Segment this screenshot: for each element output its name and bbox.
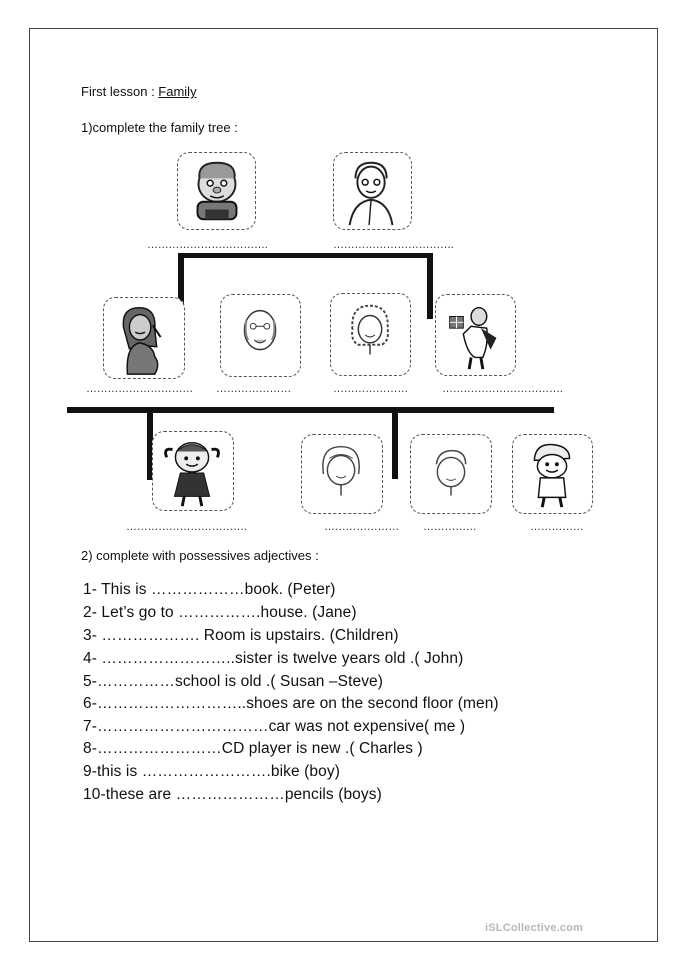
- exercise-line: 10-these are …………………pencils (boys): [83, 786, 382, 803]
- exercise-line: 7-……………………………car was not expensive( me ): [83, 718, 466, 735]
- exercise-line: 8-……………………CD player is new .( Charles ): [83, 740, 423, 757]
- curly-hair-woman-icon: [330, 293, 411, 376]
- exercise-line: 1- This is ………………book. (Peter): [83, 581, 336, 598]
- blank-grandfather[interactable]: …………………………….: [147, 239, 268, 251]
- blank-child[interactable]: ……………: [530, 521, 584, 533]
- blank-girl[interactable]: …………………: [324, 521, 399, 533]
- section1-title: 1)complete the family tree :: [81, 120, 238, 135]
- girl-icon: [301, 434, 383, 514]
- blank-boy[interactable]: ……………: [423, 521, 477, 533]
- tree-branch-line: [67, 407, 554, 413]
- tree-branch-line: [427, 253, 433, 319]
- lesson-title: First lesson : Family: [81, 84, 197, 99]
- grandmother-icon: [333, 152, 412, 230]
- exercise-line: 3- ………………. Room is upstairs. (Children): [83, 627, 399, 644]
- blank-uncle[interactable]: …………………………….: [442, 383, 563, 395]
- boy-icon: [410, 434, 492, 514]
- cap-boy-icon: [512, 434, 593, 514]
- blank-grandmother[interactable]: …………………………….: [333, 239, 454, 251]
- woman-icon: [103, 297, 185, 379]
- watermark: iSLCollective.com: [485, 922, 584, 934]
- man-with-gift-icon: [435, 294, 516, 376]
- pigtails-girl-icon: [152, 431, 234, 511]
- grandfather-icon: [177, 152, 256, 230]
- exercise-line: 2- Let’s go to …………….house. (Jane): [83, 604, 357, 621]
- tree-branch-line: [178, 253, 433, 258]
- blank-mother[interactable]: …………………: [333, 383, 408, 395]
- blank-cousin[interactable]: …………………………….: [126, 521, 247, 533]
- exercise-line: 6-………………………..shoes are on the second floor (men): [83, 695, 499, 712]
- lesson-topic: Family: [158, 84, 197, 99]
- bald-man-icon: [220, 294, 301, 377]
- exercise-line: 4- ……………………..sister is twelve years old .( John): [83, 650, 464, 667]
- blank-father[interactable]: …………………: [216, 383, 291, 395]
- tree-branch-line: [392, 407, 398, 479]
- exercise-line: 5-……………school is old .( Susan –Steve): [83, 673, 384, 690]
- blank-aunt[interactable]: …………………………: [86, 383, 194, 395]
- exercise-line: 9-this is …………………….bike (boy): [83, 763, 340, 780]
- section2-title: 2) complete with possessives adjectives :: [81, 548, 319, 563]
